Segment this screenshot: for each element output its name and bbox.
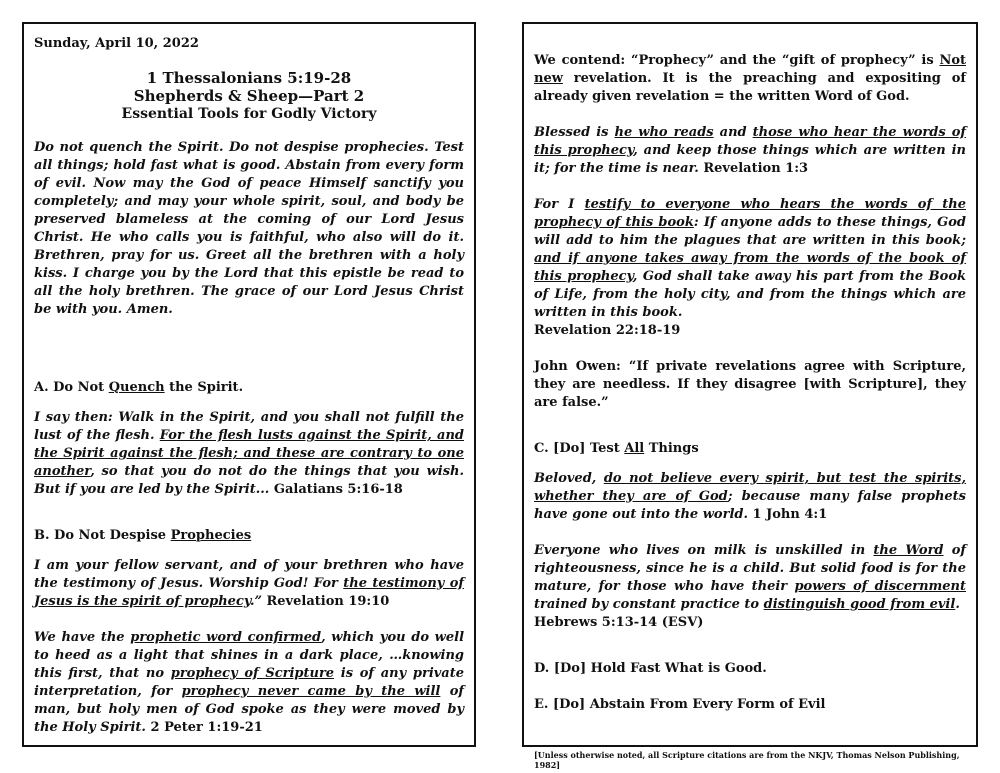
revelation-19-text-1: I am your fellow servant, and of your brethren who have the testimony of Jesus. Worship God! For <box>34 558 464 591</box>
hebrews-text-3: trained by constant practice to <box>534 597 764 612</box>
sermon-subtitle: Essential Tools for Godly Victory <box>121 106 377 122</box>
revelation-1-underlined-1: he who reads <box>614 125 714 140</box>
peter-underlined-3: prophecy never came by the will <box>181 684 441 699</box>
section-e-heading: E. [Do] Abstain From Every Form of Evil <box>534 697 826 712</box>
john-owen-quote: John Owen: “If private revelations agree with Scripture, they are needless. If they disagree [with Scripture], they are false.” <box>534 359 966 410</box>
peter-underlined-2: prophecy of Scripture <box>170 666 335 681</box>
revelation-1-passage <box>534 124 966 178</box>
peter-text-4: of man, but holy men of God spoke as they were moved by the Holy Spirit. <box>34 684 464 735</box>
contend-statement <box>534 52 966 106</box>
revelation-19-reference: Revelation 19:10 <box>266 594 390 609</box>
galatians-passage <box>34 409 464 499</box>
galatians-text-1: I say then: Walk in the Spirit, and you shall not fulfill the lust of the flesh. <box>34 410 464 443</box>
peter-text-1: We have the <box>34 630 131 645</box>
galatians-text-2: , so that you do not do the things that you wish. But if you are led by the Spirit... <box>34 464 464 497</box>
contend-text-1: We contend: “Prophecy” and the “gift of prophecy” is <box>534 53 940 68</box>
peter-underlined-1: prophetic word confirmed <box>130 630 322 645</box>
revelation-1-text-1: Blessed is <box>534 125 615 140</box>
scripture-title: 1 Thessalonians 5:19-28 <box>146 69 352 87</box>
revelation-1-text-2: and <box>713 125 753 140</box>
right-page <box>522 22 978 770</box>
revelation-19-text-2: .” <box>249 594 262 609</box>
section-b-heading <box>34 527 464 545</box>
left-page <box>22 22 476 747</box>
revelation-22-reference: Revelation 22:18-19 <box>534 323 681 338</box>
revelation-1-reference: Revelation 1:3 <box>703 161 809 176</box>
hebrews-underlined-3: distinguish good from evil <box>763 597 956 612</box>
galatians-reference: Galatians 5:16-18 <box>273 482 403 497</box>
revelation-19-underlined: the testimony of Jesus is the spirit of prophecy <box>34 576 464 609</box>
section-a-heading-underlined: Quench <box>108 380 165 395</box>
section-d-heading: D. [Do] Hold Fast What is Good. <box>534 661 767 676</box>
contend-underlined: Not new <box>534 53 966 86</box>
hebrews-passage <box>534 542 966 614</box>
first-john-passage <box>534 470 966 524</box>
first-john-reference: 1 John 4:1 <box>752 507 828 522</box>
section-b-heading-pre: B. Do Not Despise <box>34 528 171 543</box>
section-a-heading-post: the Spirit. <box>164 380 244 395</box>
revelation-22-text-3: , God shall take away his part from the Book of Life, from the holy city, and from the things which are written in this book. <box>534 269 967 320</box>
peter-text-3: is of any private interpretation, for <box>34 666 465 699</box>
revelation-22-underlined-1: testify to everyone who hears the words of the prophecy of this book <box>534 197 966 230</box>
revelation-1-underlined-2: those who hear the words of this prophecy <box>534 125 966 158</box>
title-block <box>34 69 464 123</box>
first-john-underlined: do not believe every spirit, but test the spirits, whether they are of God <box>534 471 966 504</box>
citation-footnote: [Unless otherwise noted, all Scripture citations are from the NKJV, Thomas Nelson Publishing, 1982] <box>534 750 960 770</box>
peter-text-2: , which you do well to heed as a light that shines in a dark place, …knowing this first, that no <box>34 630 465 681</box>
revelation-19-passage <box>34 557 464 611</box>
revelation-22-passage <box>534 196 966 322</box>
section-b-heading-underlined: Prophecies <box>170 528 252 543</box>
revelation-22-text-2: : If anyone adds to these things, God will add to him the plagues that are written in this book; <box>534 215 966 248</box>
section-c-heading-underlined: All <box>624 441 645 456</box>
hebrews-text-1: Everyone who lives on milk is unskilled in <box>534 543 874 558</box>
first-john-text-1: Beloved, <box>534 471 604 486</box>
section-c-heading-pre: C. [Do] Test <box>534 441 625 456</box>
revelation-22-text-1: For I <box>534 197 585 212</box>
hebrews-reference: Hebrews 5:13-14 (ESV) <box>534 615 704 630</box>
revelation-22-underlined-2: and if anyone takes away from the words of the book of this prophecy <box>534 251 966 284</box>
peter-reference: 2 Peter 1:19-21 <box>150 720 263 735</box>
section-a-heading-pre: A. Do Not <box>34 380 109 395</box>
revelation-1-text-3: , and keep those things which are written in it; for the time is near. <box>534 143 966 176</box>
series-title: Shepherds & Sheep—Part 2 <box>133 87 365 105</box>
contend-text-2: revelation. It is the preaching and expositing of already given revelation = the written Word of God. <box>534 71 966 104</box>
peter-passage <box>34 629 464 737</box>
hebrews-text-4: . <box>955 597 960 612</box>
hebrews-underlined-2: powers of discernment <box>794 579 967 594</box>
section-c-heading <box>534 440 966 458</box>
hebrews-text-2: of righteousness, since he is a child. But solid food is for the mature, for those who have their <box>534 543 966 594</box>
main-passage: Do not quench the Spirit. Do not despise prophecies. Test all things; hold fast what is good. Abstain from every form of evil. Now may the God of peace Himself sanctify you completely; and may your whole spirit, soul, and body be preserved blameless at the coming of our Lord Jesus Christ. He who calls you is faithful, who also will do it. Brethren, pray for us. Greet all the brethren with a holy kiss. I charge you by the Lord that this epistle be read to all the holy brethren. The grace of our Lord Jesus Christ be with you. Amen. <box>34 140 464 317</box>
hebrews-underlined-1: the Word <box>873 543 944 558</box>
first-john-text-2: ; because many false prophets have gone out into the world. <box>534 489 967 522</box>
section-c-heading-post: Things <box>644 441 699 456</box>
galatians-underlined: For the flesh lusts against the Spirit, and the Spirit against the flesh; and these are contrary to one another <box>34 428 464 479</box>
sermon-date: Sunday, April 10, 2022 <box>34 36 199 51</box>
section-a-heading <box>34 379 464 397</box>
